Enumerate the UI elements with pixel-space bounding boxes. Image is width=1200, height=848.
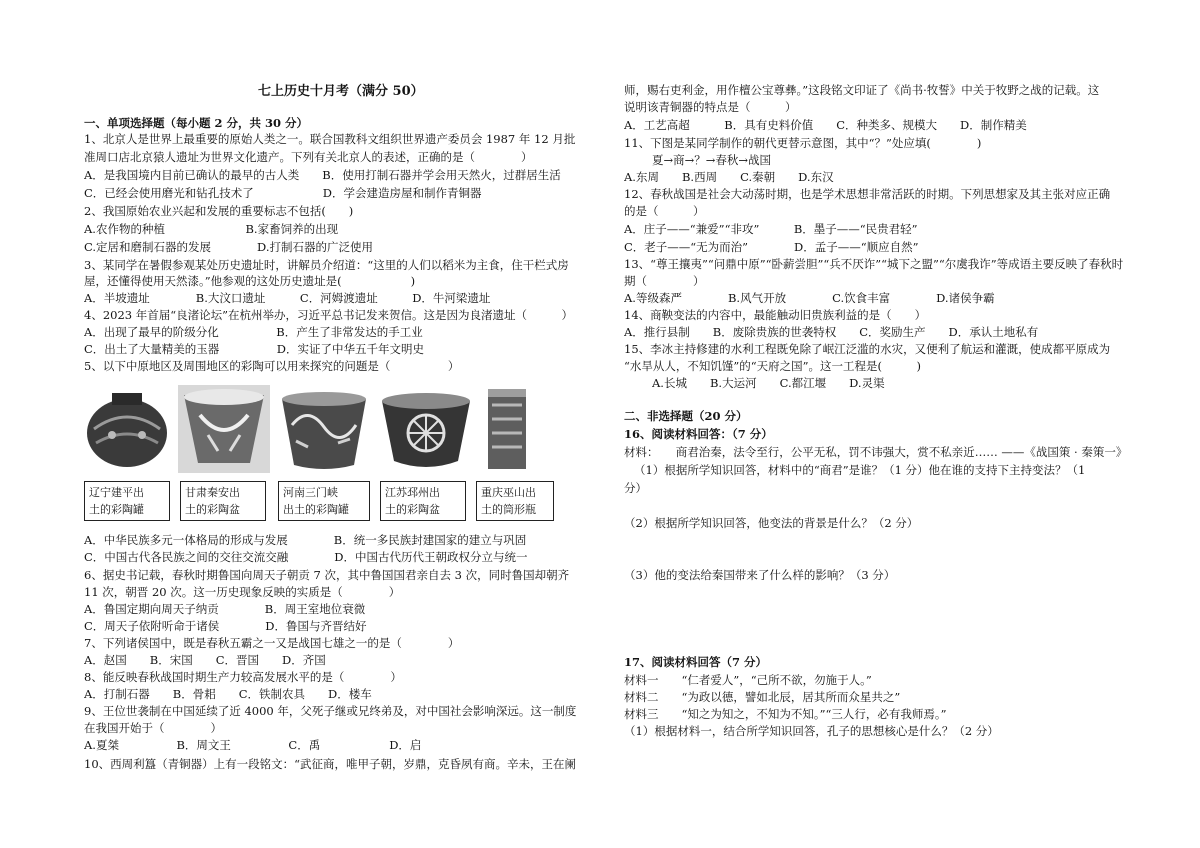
henan-pottery-jar-image: [278, 385, 370, 473]
caption-gansu-line2: 土的彩陶盆: [185, 503, 240, 516]
q6-stem-line1: 6、据史书记载，春秋时期鲁国向周天子朝贡 7 次，其中鲁国国君亲自去 3 次，同时鲁国却朝齐: [84, 568, 570, 582]
q10-stem-line2: 师，赐右吏利金，用作檀公宝尊彝。”这段铭文印证了《尚书·牧誓》中关于牧野之战的记载。这: [624, 83, 1100, 97]
q17-heading: 17、阅读材料回答（7 分）: [624, 655, 768, 669]
q13-stem-line1: 13、“尊王攘夷”“问鼎中原”“卧薪尝胆”“兵不厌诈”“城下之盟”“尔虞我诈”等成语主要反映了春秋时: [624, 257, 1124, 271]
caption-gansu-line1: 甘肃秦安出: [185, 486, 240, 499]
q3-stem-line1: 3、某同学在暑假参观某处历史遗址时，讲解员介绍道：“这里的人们以稻米为主食，住干栏式房: [84, 258, 569, 272]
q3-options: A．半坡遗址 B.大汶口遗址 C．河姆渡遗址 D．牛河梁遗址: [84, 291, 491, 305]
caption-jiangsu-line1: 江苏邳州出: [385, 486, 440, 499]
caption-jiangsu-line2: 土的彩陶盆: [385, 503, 440, 516]
caption-liaoning-jar: [84, 481, 170, 521]
q4-options-cd: C．出土了大量精美的玉器 D．实证了中华五千年文明史: [84, 342, 425, 356]
q7-options: A．赵国 B．宋国 C．晋国 D．齐国: [84, 653, 326, 667]
q16-sub1-line1: （1）根据所学知识回答，材料中的“商君”是谁？（1 分）他在谁的支持下主持变法？（1: [634, 463, 1086, 477]
q8-options: A．打制石器 B．骨耜 C．铁制农具 D．楼车: [84, 687, 372, 701]
q16-sub1-line2: 分）: [624, 481, 647, 495]
q11-stem: 11、下图是某同学制作的朝代更替示意图，其中“？”处应填( ): [624, 136, 982, 150]
q11-dynasty-sequence: 夏→商→？→春秋→战国: [652, 153, 772, 167]
q15-stem-line2: “水旱从人，不知饥馑”的“天府之国”。这一工程是( ): [624, 359, 921, 373]
q4-stem: 4、2023 年首届“良渚论坛”在杭州举办，习近平总书记发来贺信。这是因为良渚遗址（ ）: [84, 308, 573, 322]
q1-options-ab: A．是我国境内目前已确认的最早的古人类 B．使用打制石器并学会用天然火，过群居生活: [84, 168, 561, 182]
caption-chongqing-bottle: [476, 481, 554, 521]
q5-stem: 5、以下中原地区及周围地区的彩陶可以用来探究的问题是（ ）: [84, 359, 460, 373]
q13-stem-line2: 期（ ）: [624, 274, 705, 288]
q1-stem-line1: 1、北京人是世界上最重要的原始人类之一。联合国教科文组织世界遗产委员会 1987 年 12 月批: [84, 132, 576, 146]
q4-options-ab: A．出现了最早的阶级分化 B．产生了非常发达的手工业: [84, 325, 423, 339]
q12-stem-line2: 的是（ ）: [624, 204, 705, 218]
q11-options: A.东周 B.西周 C.秦朝 D.东汉: [624, 170, 834, 184]
q6-options-cd: C．周天子依附听命于诸侯 D．鲁国与齐晋结好: [84, 619, 367, 633]
q9-options: A.夏桀 B．周文王 C．禹 D．启: [84, 738, 422, 752]
q2-options-ab: A.农作物的种植 B.家畜饲养的出现: [84, 222, 339, 236]
q3-stem-line2: 屋，还懂得使用天然漆。”他参观的这处历史遗址是( ): [84, 274, 416, 288]
q6-options-ab: A．鲁国定期向周天子纳贡 B．周王室地位衰微: [84, 602, 366, 616]
q10-stem-line3: 说明该青铜器的特点是（ ）: [624, 100, 797, 114]
gansu-pottery-basin-image: [178, 385, 270, 473]
q15-options: A.长城 B.大运河 C.都江堰 D.灵渠: [652, 376, 885, 390]
q16-heading: 16、阅读材料回答：（7 分）: [624, 427, 773, 441]
q17-material-one: 材料一 “仁者爱人”，“己所不欲，勿施于人。”: [624, 673, 872, 687]
caption-chongqing-line2: 土的筒形瓶: [481, 503, 536, 516]
section-one-heading: 一、单项选择题（每小题 2 分，共 30 分）: [84, 116, 309, 130]
caption-henan-line1: 河南三门峡: [283, 486, 338, 499]
q9-stem-line1: 9、王位世袭制在中国延续了近 4000 年，父死子继或兄终弟及，对中国社会影响深远。这一制度: [84, 704, 577, 718]
q10-stem-line1: 10、西周利簋（青铜器）上有一段铭文：“武征商，唯甲子朝，岁鼎，克昏夙有商。辛未，王在阑: [84, 757, 577, 771]
caption-liaoning-line2: 土的彩陶罐: [89, 503, 144, 516]
q12-stem-line1: 12、春秋战国是社会大动荡时期，也是学术思想非常活跃的时期。下列思想家及其主张对应正确: [624, 187, 1111, 201]
q16-sub2: （2）根据所学知识回答，他变法的背景是什么？（2 分）: [624, 516, 919, 530]
q8-stem: 8、能反映春秋战国时期生产力较高发展水平的是（ ）: [84, 670, 402, 684]
q16-sub3: （3）他的变法给秦国带来了什么样的影响？（3 分）: [624, 568, 896, 582]
q16-material: 材料： 商君治秦，法令至行，公平无私，罚不讳强大，赏不私亲近…… ——《战国策 · 秦策一》: [624, 445, 1128, 459]
q9-stem-line2: 在我国开始于（ ）: [84, 721, 222, 735]
q7-stem: 7、下列诸侯国中，既是春秋五霸之一又是战国七雄之一的是（ ）: [84, 636, 460, 650]
jiangsu-pottery-basin-image: [380, 385, 472, 473]
q13-options: A.等级森严 B.风气开放 C.饮食丰富 D.诸侯争霸: [624, 291, 995, 305]
chongqing-cylinder-bottle-image: [482, 385, 532, 473]
q15-stem-line1: 15、李冰主持修建的水利工程既免除了岷江泛滥的水灾，又便利了航运和灌溉，使成都平原成为: [624, 342, 1111, 356]
page-title: 七上历史十月考（满分 50）: [258, 84, 424, 99]
caption-chongqing-line1: 重庆巫山出: [481, 486, 536, 499]
caption-jiangsu-basin: [380, 481, 466, 521]
pottery-figure: [84, 385, 554, 531]
section-two-heading: 二、非选择题（20 分）: [624, 409, 748, 423]
q17-sub1: （1）根据材料一，结合所学知识回答，孔子的思想核心是什么？（2 分）: [624, 724, 999, 738]
q1-stem-line2: 准周口店北京猿人遗址为世界文化遗产。下列有关北京人的表述，正确的是（ ）: [84, 150, 533, 164]
q14-options: A．推行县制 B．废除贵族的世袭特权 C．奖励生产 D．承认土地私有: [624, 325, 1039, 339]
liaoning-pottery-jar-image: [84, 385, 170, 473]
q17-material-three: 材料三 “知之为知之，不知为不知。”“三人行，必有我师焉。”: [624, 707, 947, 721]
q2-options-cd: C.定居和磨制石器的发展 D.打制石器的广泛使用: [84, 240, 374, 254]
q5-options-ab: A．中华民族多元一体格局的形成与发展 B．统一多民族封建国家的建立与巩固: [84, 533, 527, 547]
q6-stem-line2: 11 次，朝晋 20 次。这一历史现象反映的实质是（ ）: [84, 585, 401, 599]
q12-options-ab: A．庄子——“兼爱”“非攻” B．墨子——“民贵君轻”: [624, 222, 918, 236]
caption-gansu-basin: [180, 481, 266, 521]
caption-henan-jar: [278, 481, 370, 521]
q5-options-cd: C．中国古代各民族之间的交往交流交融 D．中国古代历代王朝政权分立与统一: [84, 550, 528, 564]
caption-henan-line2: 出土的彩陶罐: [283, 503, 349, 516]
q17-material-two: 材料二 “为政以德，譬如北辰，居其所而众星共之”: [624, 690, 901, 704]
q14-stem: 14、商鞅变法的内容中，最能触动旧贵族利益的是（ ）: [624, 308, 927, 322]
q2-stem: 2、我国原始农业兴起和发展的重要标志不包括( ): [84, 204, 354, 218]
caption-liaoning-line1: 辽宁建平出: [89, 486, 144, 499]
q10-options: A．工艺高超 B．具有史料价值 C．种类多、规模大 D．制作精美: [624, 118, 1027, 132]
q1-options-cd: C．已经会使用磨光和钻孔技术了 D．学会建造房屋和制作青铜器: [84, 186, 482, 200]
q12-options-cd: C．老子——“无为而治” D．孟子——“顺应自然”: [624, 240, 919, 254]
